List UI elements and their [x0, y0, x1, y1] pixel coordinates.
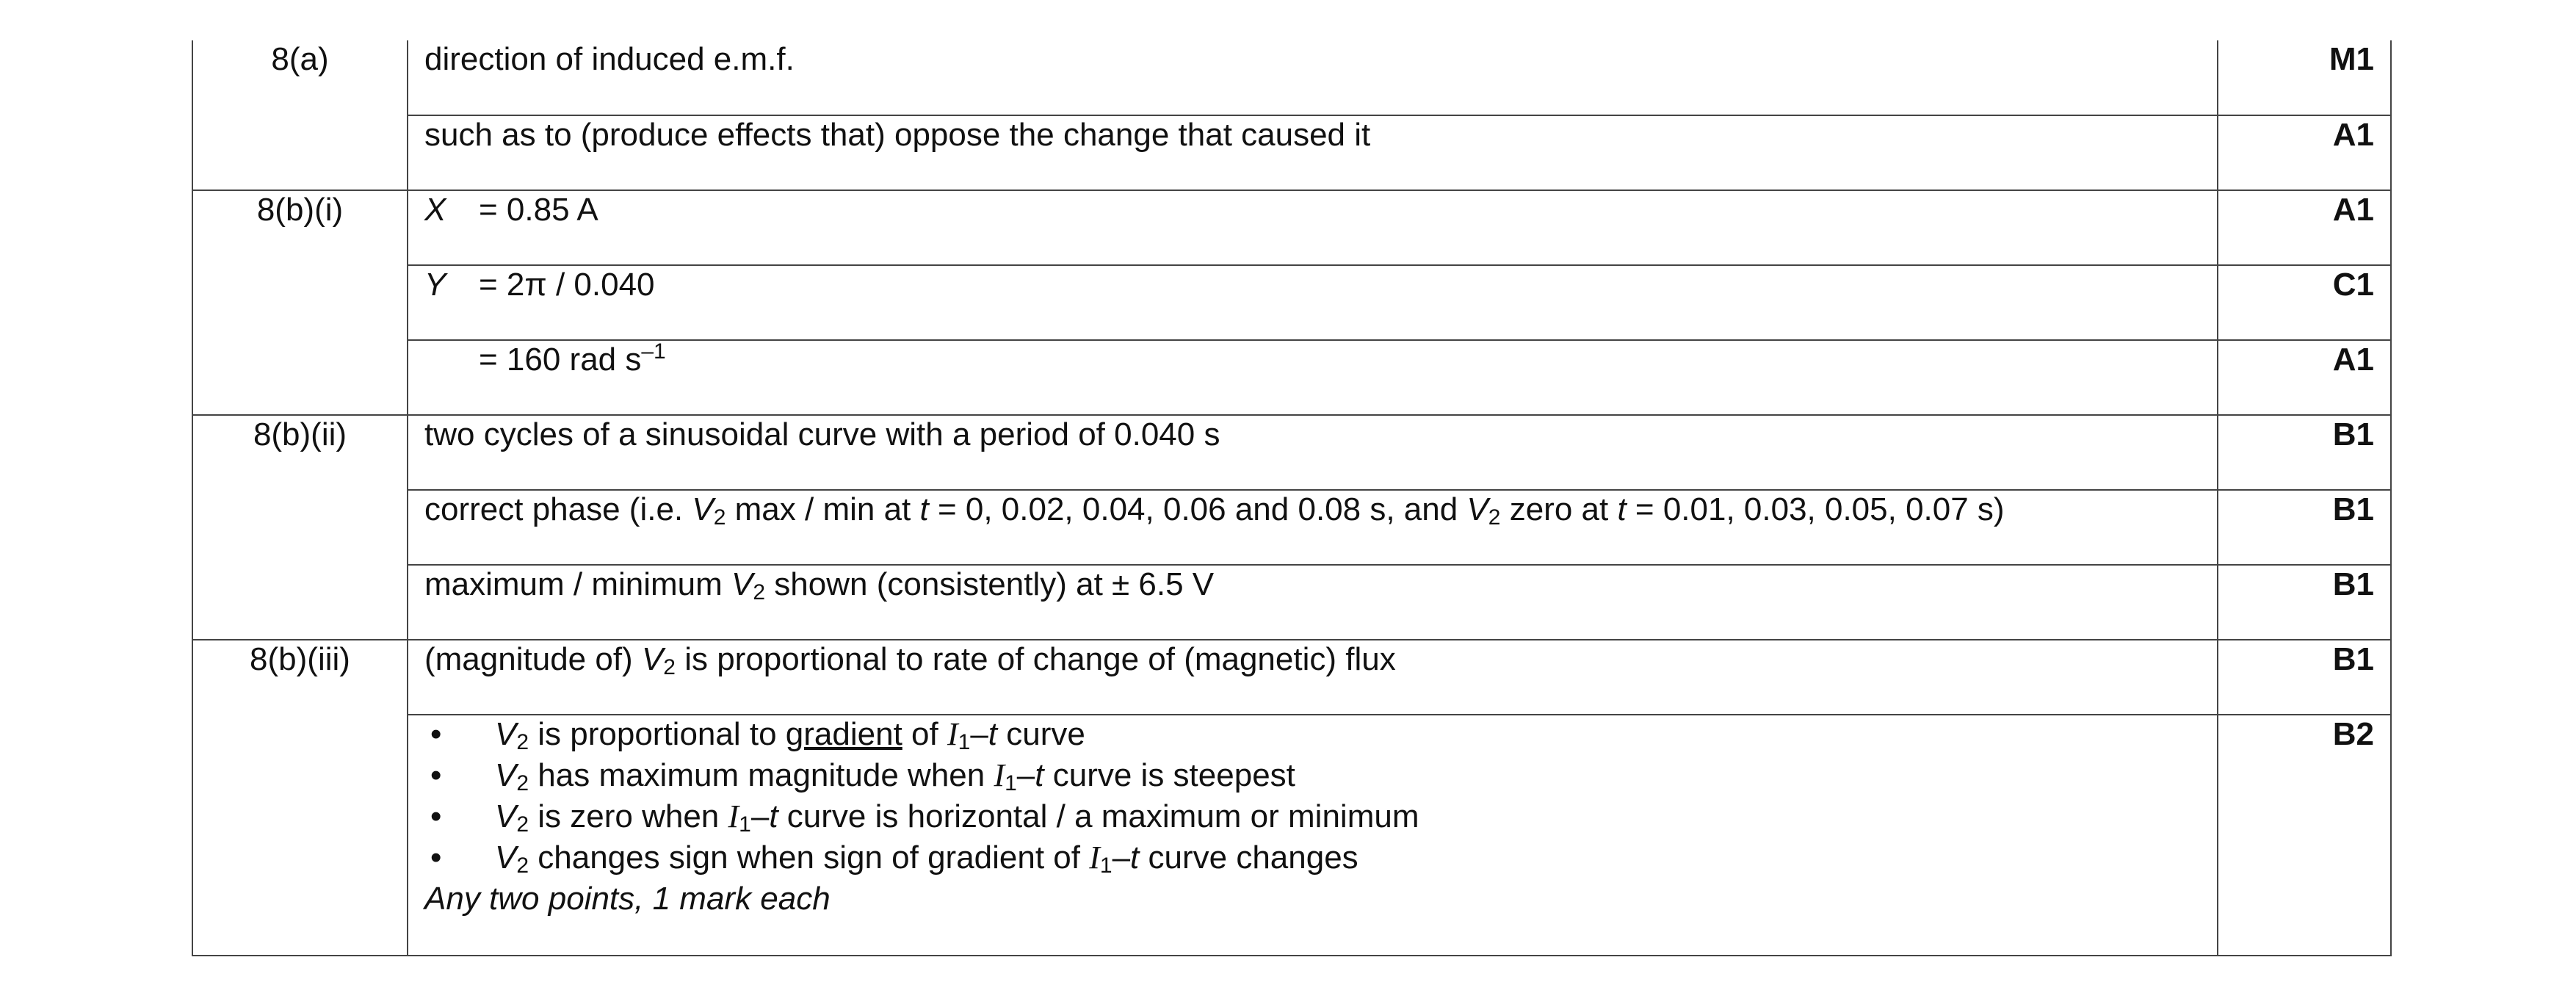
answer-text: = 0.85 A — [479, 192, 598, 228]
bullet-icon: • — [430, 798, 442, 834]
mark-cell: C1 — [2218, 265, 2391, 340]
mark-cell: A1 — [2218, 340, 2391, 415]
table-row — [192, 565, 2391, 640]
mark-cell: B1 — [2218, 640, 2391, 715]
question-number: 8(b)(i) — [192, 190, 408, 415]
symbol-x: X — [424, 192, 446, 228]
table-row — [192, 265, 2391, 340]
mark-cell: A1 — [2218, 190, 2391, 265]
answer-cell: two cycles of a sinusoidal curve with a period of 0.040 s — [408, 415, 2218, 490]
answer-cell — [408, 190, 2218, 265]
symbol-y: Y — [424, 267, 446, 303]
mark-cell: A1 — [2218, 115, 2391, 190]
bullet-icon: • — [430, 757, 442, 793]
mark-cell: B1 — [2218, 490, 2391, 565]
question-number: 8(a) — [192, 40, 408, 190]
bullet-icon: • — [430, 840, 442, 876]
list-item: • $V_2$ changes sign when sign of gradient of $I_1-t$ curve changes — [430, 840, 1358, 878]
answer-cell: direction of induced e.m.f. — [408, 40, 2218, 115]
list-item: • $V_2$ is proportional to gradient of $I_1-t$ curve — [430, 716, 1085, 754]
answer-cell: such as to (produce effects that) oppose the change that caused it — [408, 115, 2218, 190]
mark-cell: B1 — [2218, 415, 2391, 490]
mark-cell: B1 — [2218, 565, 2391, 640]
mark-scheme-table — [192, 40, 2392, 956]
table-row — [192, 640, 2391, 715]
answer-text: = 160 rad s — [479, 342, 642, 378]
answer-cell: (magnitude of) $V_2$ is proportional to rate of change of (magnetic) flux — [408, 640, 2218, 715]
list-item: • $V_2$ is zero when $I_1-t$ curve is horizontal / a maximum or minimum — [430, 798, 1419, 837]
answer-cell — [408, 340, 2218, 415]
question-number: 8(b)(iii) — [192, 640, 408, 956]
mark-cell: M1 — [2218, 40, 2391, 115]
table-row — [192, 40, 2391, 115]
table-row — [192, 490, 2391, 565]
bullet-list — [424, 715, 2201, 880]
bullet-icon: • — [430, 716, 442, 752]
table-row — [192, 190, 2391, 265]
table-row — [192, 715, 2391, 956]
table-row — [192, 340, 2391, 415]
answer-cell — [408, 715, 2218, 956]
table-row — [192, 115, 2391, 190]
marking-note: Any two points, 1 mark each — [424, 881, 831, 917]
answer-cell: correct phase (i.e. $V_2$ max / min at t = 0, 0.02, 0.04, 0.06 and 0.08 s, and $V_2$ zero at t = 0.01, 0.03, 0.05, 0.07 s) — [408, 490, 2218, 565]
answer-cell — [408, 265, 2218, 340]
table-row — [192, 415, 2391, 490]
list-item: • $V_2$ has maximum magnitude when $I_1-t$ curve is steepest — [430, 757, 1295, 795]
answer-text: = 2π / 0.040 — [479, 267, 655, 303]
exponent: –1 — [641, 339, 666, 364]
answer-cell: maximum / minimum $V_2$ shown (consistently) at ± 6.5 V — [408, 565, 2218, 640]
mark-cell: B2 — [2218, 715, 2391, 956]
question-number: 8(b)(ii) — [192, 415, 408, 640]
